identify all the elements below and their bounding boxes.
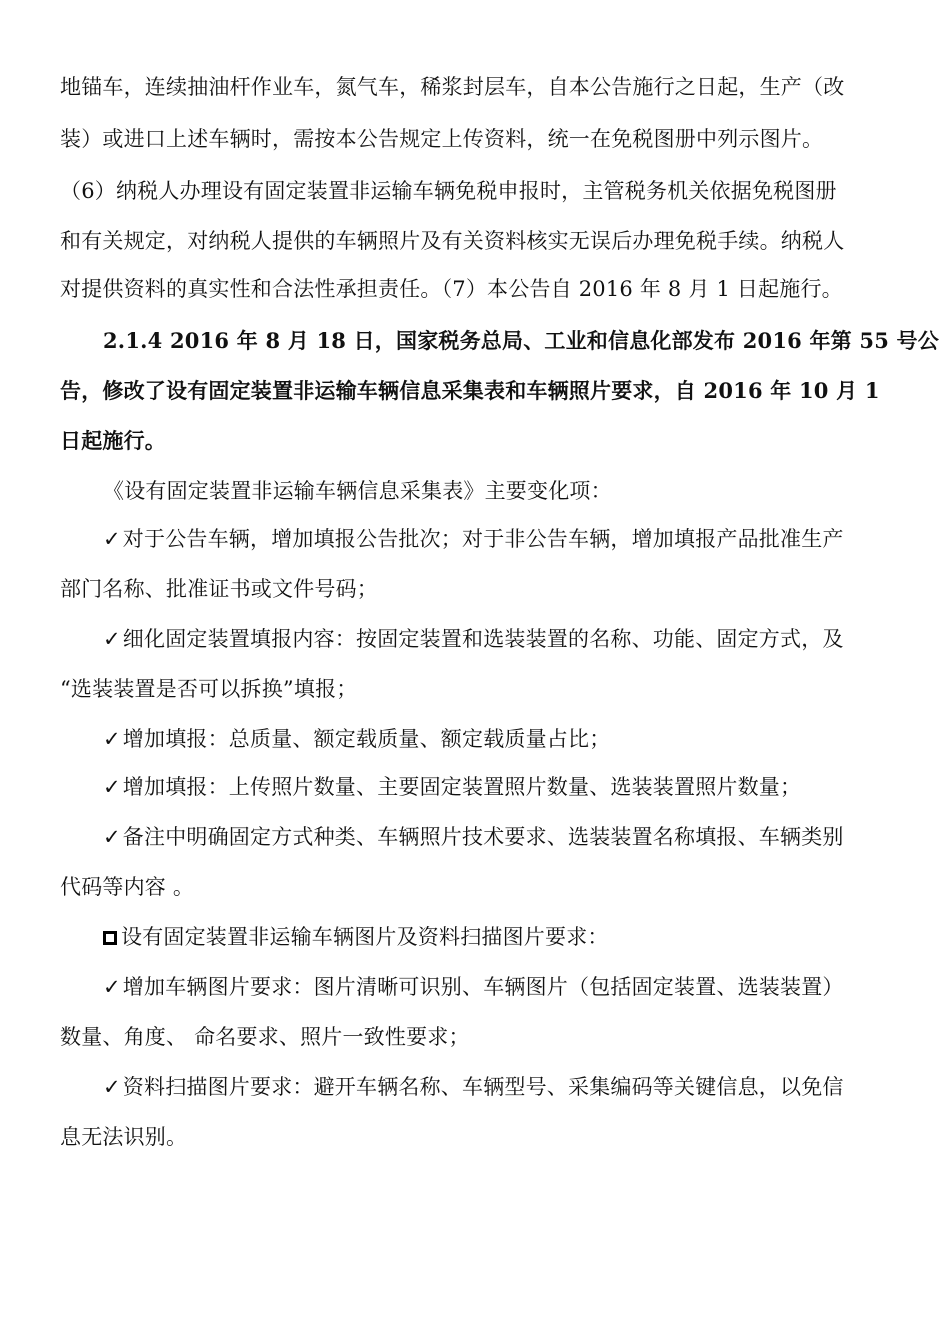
- changes-heading: 《设有固定装置非运输车辆信息采集表》主要变化项：: [103, 479, 612, 503]
- list-item-text: 增加填报：上传照片数量、主要固定装置照片数量、选装装置照片数量；: [122, 775, 802, 799]
- paragraph-line: 装）或进口上述车辆时，需按本公告规定上传资料，统一在免税图册中列示图片。: [60, 127, 824, 151]
- square-bullet-icon: [103, 931, 117, 945]
- list-item-cont: 代码等内容 。: [60, 875, 195, 899]
- paragraph-line: （6）纳税人办理设有固定装置非运输车辆免税申报时，主管税务机关依据免税图册: [60, 179, 837, 203]
- list-item-text: 细化固定装置填报内容：按固定装置和选装装置的名称、功能、固定方式，及: [122, 627, 844, 651]
- list-item-cont: “选装装置是否可以拆换”填报；: [60, 677, 358, 701]
- photo-heading-text: 设有固定装置非运输车辆图片及资料扫描图片要求：: [121, 925, 609, 949]
- paragraph-line: 地锚车，连续抽油杆作业车，氮气车，稀浆封层车，自本公告施行之日起，生产（改: [60, 75, 845, 99]
- list-item-text: 增加车辆图片要求：图片清晰可识别、车辆图片（包括固定装置、选装装置）: [122, 975, 844, 999]
- list-item-text: 备注中明确固定方式种类、车辆照片技术要求、选装装置名称填报、车辆类别: [122, 825, 844, 849]
- list-item-text: 增加填报：总质量、额定载质量、额定载质量占比；: [122, 727, 611, 751]
- checkmark-icon: ✓: [103, 527, 121, 551]
- section-heading-cont: 告，修改了设有固定装置非运输车辆信息采集表和车辆照片要求，自 2016 年 10 月 1: [60, 378, 880, 403]
- checkmark-icon: ✓: [103, 975, 121, 999]
- list-item-text: 对于公告车辆，增加填报公告批次；对于非公告车辆，增加填报产品批准生产: [122, 527, 844, 551]
- photo-requirements-heading: [103, 922, 609, 952]
- list-item-cont: 部门名称、批准证书或文件号码；: [60, 577, 378, 601]
- list-item-cont: 息无法识别。: [60, 1125, 188, 1149]
- list-item: [103, 822, 844, 852]
- list-item: [103, 524, 844, 554]
- checkmark-icon: ✓: [103, 727, 121, 751]
- list-item: [103, 1072, 844, 1102]
- checkmark-icon: ✓: [103, 825, 121, 849]
- list-item: [103, 772, 801, 802]
- list-item: [103, 724, 610, 754]
- list-item-text: 资料扫描图片要求：避开车辆名称、车辆型号、采集编码等关键信息，以免信: [122, 1075, 844, 1099]
- checkmark-icon: ✓: [103, 775, 121, 799]
- list-item-cont: 数量、角度、 命名要求、照片一致性要求；: [60, 1025, 470, 1049]
- checkmark-icon: ✓: [103, 1075, 121, 1099]
- paragraph-line: 对提供资料的真实性和合法性承担责任。（7）本公告自 2016 年 8 月 1 日起施行。: [60, 277, 843, 301]
- checkmark-icon: ✓: [103, 627, 121, 651]
- section-heading: 2.1.4 2016 年 8 月 18 日，国家税务总局、工业和信息化部发布 2016 年第 55 号公: [103, 328, 939, 353]
- paragraph-line: 和有关规定，对纳税人提供的车辆照片及有关资料核实无误后办理免税手续。纳税人: [60, 229, 845, 253]
- section-heading-cont: 日起施行。: [60, 428, 166, 453]
- list-item: [103, 972, 844, 1002]
- list-item: [103, 624, 844, 654]
